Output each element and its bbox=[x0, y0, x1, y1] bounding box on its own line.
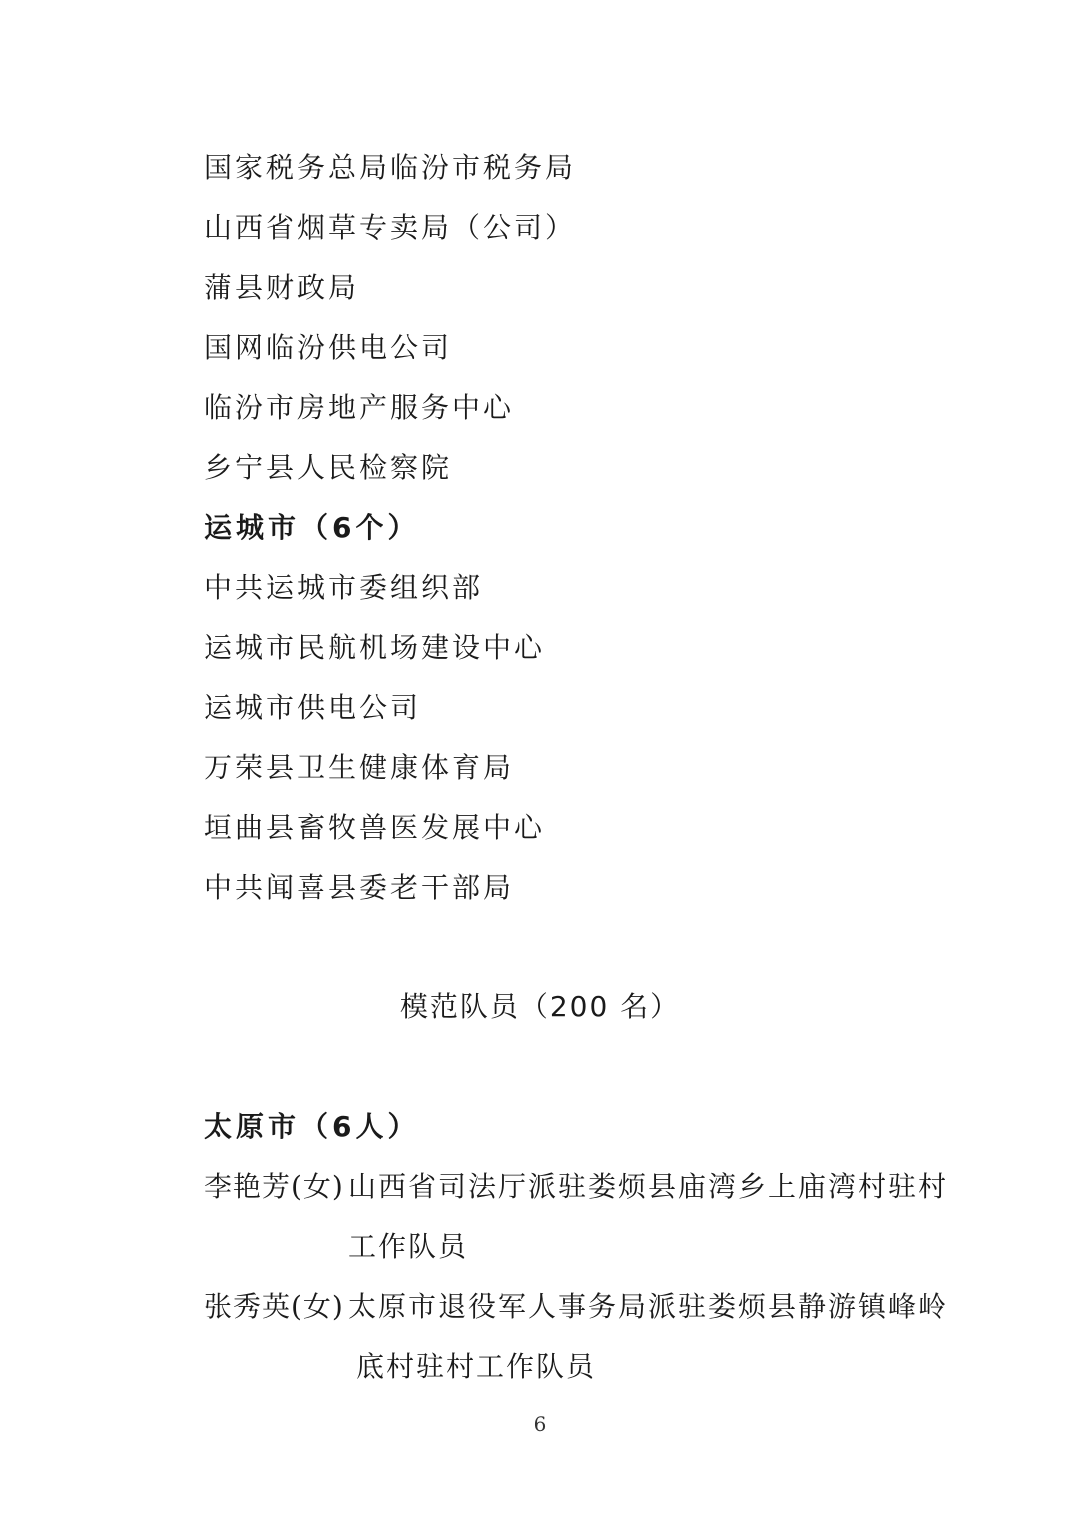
unit-item: 中共闻喜县委老干部局 bbox=[204, 871, 515, 904]
unit-item: 乡宁县人民检察院 bbox=[204, 451, 453, 484]
unit-item: 山西省烟草专卖局（公司） bbox=[204, 211, 577, 244]
page-number: 6 bbox=[533, 1412, 547, 1436]
member-description-continued: 工作队员 bbox=[348, 1230, 469, 1263]
member-name: 李艳芳(女) bbox=[204, 1170, 344, 1203]
unit-item: 临汾市房地产服务中心 bbox=[204, 391, 515, 424]
unit-item: 蒲县财政局 bbox=[204, 271, 360, 304]
yuncheng-heading: 运城市（6个） bbox=[204, 511, 420, 544]
unit-item: 国网临汾供电公司 bbox=[204, 331, 453, 364]
member-name: 张秀英(女) bbox=[204, 1290, 344, 1323]
member-description: 太原市退役军人事务局派驻娄烦县静游镇峰岭 bbox=[348, 1290, 949, 1323]
member-description: 山西省司法厅派驻娄烦县庙湾乡上庙湾村驻村 bbox=[348, 1170, 949, 1203]
unit-item: 万荣县卫生健康体育局 bbox=[204, 751, 515, 784]
unit-item: 中共运城市委组织部 bbox=[204, 571, 484, 604]
member-description-continued: 底村驻村工作队员 bbox=[356, 1350, 597, 1383]
unit-item: 国家税务总局临汾市税务局 bbox=[204, 151, 577, 184]
unit-item: 运城市供电公司 bbox=[204, 691, 422, 724]
section-title: 模范队员（200 名） bbox=[399, 990, 681, 1023]
unit-item: 垣曲县畜牧兽医发展中心 bbox=[204, 811, 546, 844]
unit-item: 运城市民航机场建设中心 bbox=[204, 631, 546, 664]
taiyuan-heading: 太原市（6人） bbox=[204, 1110, 420, 1143]
